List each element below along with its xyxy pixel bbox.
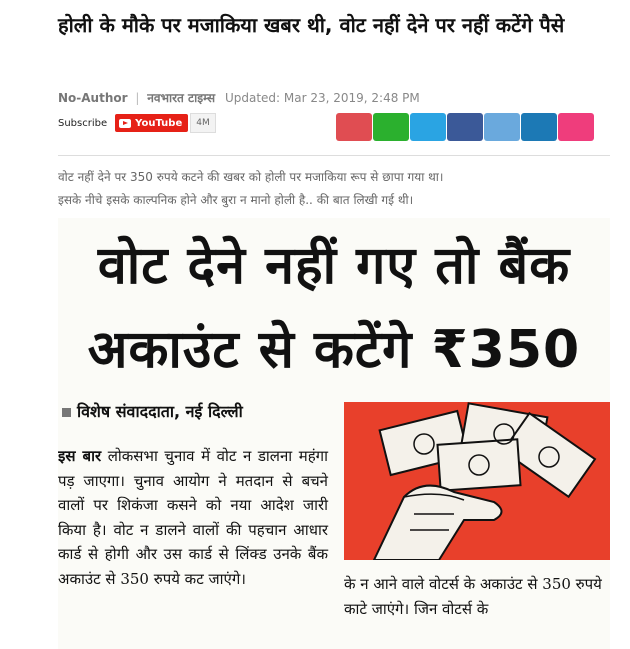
author-name[interactable]: No-Author xyxy=(58,91,128,105)
share-button-1[interactable] xyxy=(336,113,372,141)
article-summary xyxy=(58,166,618,212)
share-button-5[interactable] xyxy=(484,113,520,141)
article-meta xyxy=(58,89,420,106)
meta-separator: | xyxy=(135,91,140,105)
share-button-7[interactable] xyxy=(558,113,594,141)
clipping-body-lead: इस बार xyxy=(58,447,102,465)
subscribe-label: Subscribe xyxy=(58,117,108,129)
publication-name[interactable]: नवभारत टाइम्स xyxy=(147,91,216,105)
share-button-3[interactable] xyxy=(410,113,446,141)
clipping-body-text: लोकसभा चुनाव में वोट न डालना महंगा पड़ जाएगा। चुनाव आयोग ने मतदान से बचने वालों पर शिकंजा कसने को नया आदेश जारी किया है। वोट न डालने वालों की पहचान आधार कार्ड से होगी और उस कार्ड से लिंक्ड उनके बैंक अकाउंट से 350 रुपये कट जाएंगे। xyxy=(58,447,329,588)
divider xyxy=(58,155,610,156)
share-bar xyxy=(336,113,594,141)
clipping-title-line: अकाउंट से कटेंगे ₹350 xyxy=(87,320,581,380)
share-button-2[interactable] xyxy=(373,113,409,141)
clipping-body-right: के न आने वाले वोटर्स के अकाउंट से 350 रुपये काटे जाएंगे। जिन वोटर्स के xyxy=(344,575,602,618)
youtube-play-icon xyxy=(119,119,131,128)
summary-line: वोट नहीं देने पर 350 रुपये कटने की खबर को होली पर मजाकिया रूप से छापा गया था। xyxy=(58,170,444,184)
bullet-square-icon xyxy=(62,408,71,417)
subscriber-count: 4M xyxy=(190,113,216,133)
clipping-title-line: वोट देने नहीं गए तो बैंक xyxy=(97,236,571,296)
share-button-4[interactable] xyxy=(447,113,483,141)
updated-timestamp: Updated: Mar 23, 2019, 2:48 PM xyxy=(224,91,420,105)
clipping-body-left xyxy=(58,444,328,591)
hand-with-banknotes-illustration xyxy=(344,402,610,560)
article-headline: होली के मौके पर मजाकिया खबर थी, वोट नहीं देने पर नहीं कटेंगे पैसे xyxy=(58,13,565,37)
newspaper-clipping-image xyxy=(58,218,610,649)
clipping-byline: विशेष संवाददाता, नई दिल्ली xyxy=(62,400,243,422)
youtube-label: YouTube xyxy=(135,117,183,129)
summary-line: इसके नीचे इसके काल्पनिक होने और बुरा न मानो होली है.. की बात लिखी गई थी। xyxy=(58,193,414,207)
share-button-6[interactable] xyxy=(521,113,557,141)
subscribe-row xyxy=(58,113,216,133)
youtube-subscribe-button[interactable] xyxy=(115,114,188,132)
